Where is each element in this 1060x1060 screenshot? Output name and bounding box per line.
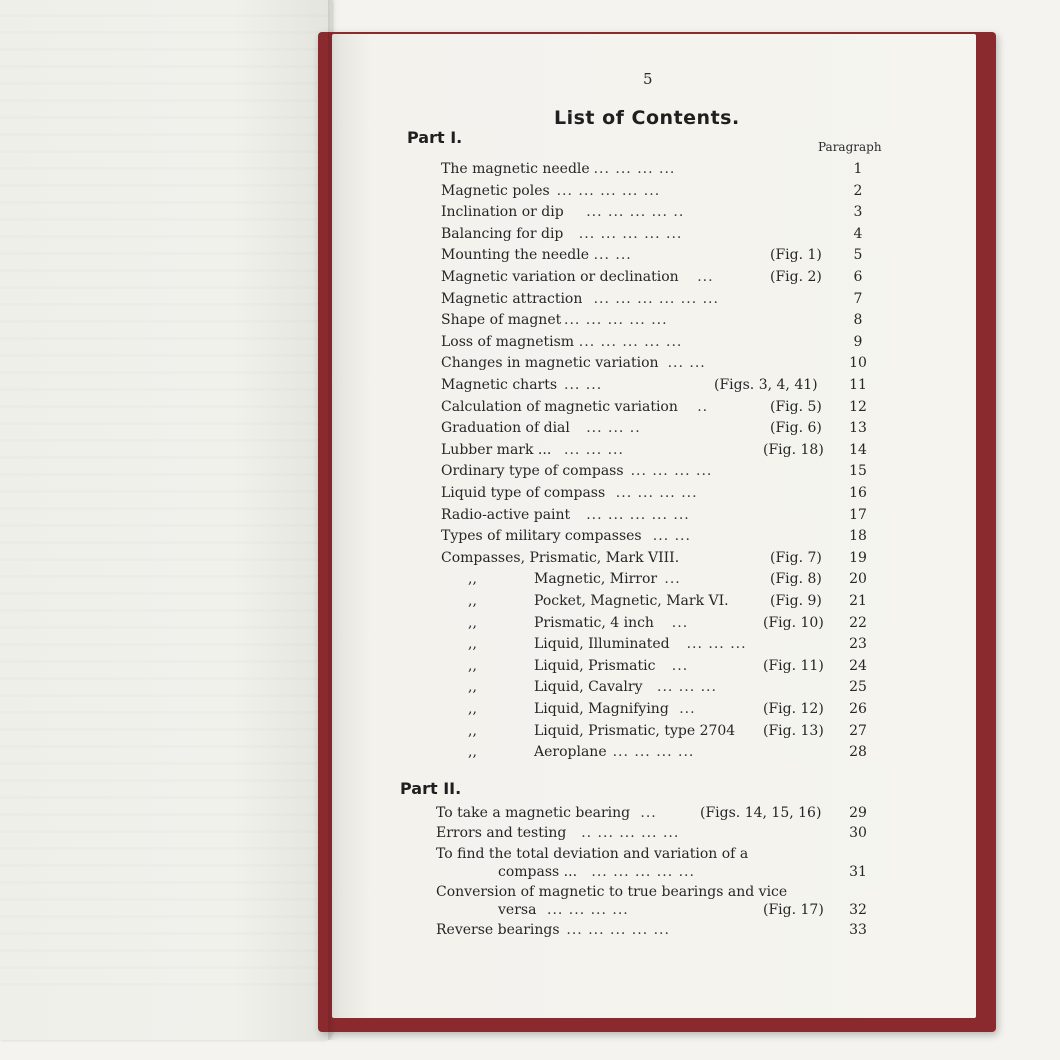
dot-leader: ... ... ... ... ... [591,863,695,880]
paragraph-number: 13 [849,420,867,437]
page-number: 5 [643,70,653,88]
dot-leader: ... ... .. [586,420,641,437]
paragraph-number: 20 [849,571,867,588]
dot-leader: ... ... ... [686,636,747,653]
paragraph-number: 33 [849,922,867,939]
contents-entry [0,309,900,331]
paragraph-number: 17 [849,506,867,523]
contents-entry [0,482,900,504]
entry-title: The magnetic needle [441,161,590,177]
paragraph-number: 15 [849,463,867,480]
dot-leader: ... ... ... [657,679,717,696]
entry-title: Magnetic variation or declination [441,269,679,285]
paragraph-number: 1 [853,161,863,177]
paragraph-number: 10 [849,355,867,372]
entry-title: Balancing for dip [441,225,564,242]
paragraph-number: 32 [849,901,867,918]
entry-title: Ordinary type of compass [441,463,624,480]
paragraph-number: 25 [849,679,867,696]
paragraph-number: 7 [853,290,863,307]
paragraph-number: 14 [849,441,867,458]
page-title: List of Contents. [554,107,740,129]
contents-entry [0,590,900,612]
entry-title: versa [498,901,537,918]
figure-reference: (Figs. 3, 4, 41) [714,377,818,393]
contents-entry [0,612,900,634]
dot-leader: ... ... ... [564,441,624,458]
paragraph-number: 4 [853,225,863,242]
dot-leader: ... ... ... ... ... [564,312,668,329]
contents-entry [0,741,900,763]
contents-entry [0,676,900,698]
entry-title: Liquid type of compass [441,485,606,501]
dot-leader: ... ... [564,377,603,393]
paragraph-number: 28 [849,744,867,761]
paragraph-number: 26 [849,701,867,717]
dot-leader: ... ... ... ... ... [556,182,661,199]
paragraph-number: 9 [853,333,863,350]
entry-title: Conversion of magnetic to true bearings and vice [436,883,788,900]
part-heading: Part I. [407,128,463,147]
entry-title: Inclination or dip [441,204,564,221]
dot-leader: ... ... ... ... ... [566,922,670,939]
contents-entry [0,396,900,418]
paragraph-number: 22 [849,614,867,631]
paragraph-number: 29 [849,805,867,821]
figure-reference: (Fig. 9) [770,593,822,609]
entry-title: Radio-active paint [441,506,571,523]
contents-entry [0,331,900,353]
contents-entry [0,802,900,824]
paragraph-number: 27 [849,722,867,739]
dot-leader: ... ... ... ... ... [578,225,683,242]
ditto-mark: ,, [468,701,477,717]
paragraph-number: 12 [849,398,867,415]
entry-title: Mounting the needle [441,247,590,264]
contents-entry [0,158,900,180]
ditto-mark: ,, [468,744,477,761]
entry-title: Magnetic attraction [441,290,583,307]
ditto-mark: ,, [468,657,477,674]
dot-leader: ... [671,614,689,631]
entry-title: To take a magnetic bearing [436,805,631,821]
contents-entry [0,698,900,720]
contents-entry [0,568,900,590]
figure-reference: (Fig. 10) [763,614,824,631]
dot-leader: ... ... ... ... [630,463,713,480]
ditto-mark: ,, [468,722,477,739]
ditto-mark: ,, [468,636,477,653]
entry-title: Magnetic, Mirror [534,571,658,588]
contents-entry [0,633,900,655]
dot-leader: ... [640,805,657,821]
figure-reference: (Fig. 11) [763,657,824,674]
entry-title: Aeroplane [534,744,607,761]
entry-title: compass ... [498,863,578,880]
entry-title: Compasses, Prismatic, Mark VIII. [441,549,680,566]
contents-entry [0,655,900,677]
contents-entry [0,720,900,742]
figure-reference: (Fig. 12) [763,701,824,717]
contents-entry [0,266,900,288]
paragraph-number: 16 [849,485,867,501]
dot-leader: ... ... ... ... .. [586,204,685,221]
paragraph-column-header: Paragraph [818,140,882,154]
dot-leader: ... ... [652,528,691,545]
ditto-mark: ,, [468,614,477,631]
entry-title: Lubber mark ... [441,441,552,458]
entry-title: Shape of magnet [441,312,562,329]
dot-leader: .. [697,398,709,415]
paragraph-number: 3 [853,204,863,221]
paragraph-number: 2 [853,182,863,199]
dot-leader: ... ... ... ... ... [586,506,690,523]
contents-entry [0,180,900,202]
paragraph-number: 31 [849,863,867,880]
entry-title: Calculation of magnetic variation [441,398,678,415]
entry-title: Liquid, Prismatic, type 2704 [534,722,736,739]
entry-title: Liquid, Cavalry [534,679,643,696]
contents-entry [0,417,900,439]
contents-entry [0,244,900,266]
paragraph-number: 30 [849,825,867,842]
figure-reference: (Fig. 2) [770,269,822,285]
contents-entry [0,899,900,921]
contents-entry [0,504,900,526]
contents-entry [0,547,900,569]
dot-leader: ... ... ... ... [612,744,695,761]
dot-leader: ... ... [667,355,706,372]
ditto-mark: ,, [468,571,477,588]
ditto-mark: ,, [468,679,477,696]
paragraph-number: 24 [849,657,867,674]
contents-entry [0,223,900,245]
dot-leader: ... ... ... ... [547,901,629,918]
contents-entry [0,352,900,374]
paragraph-number: 23 [849,636,867,653]
contents-entry [0,861,900,883]
contents-entry [0,439,900,461]
dot-leader: ... ... ... ... [615,485,698,501]
figure-reference: (Fig. 1) [770,247,822,264]
figure-reference: (Fig. 8) [770,571,822,588]
dot-leader: ... ... [593,247,632,264]
entry-title: Changes in magnetic variation [441,355,659,372]
contents-entry [0,460,900,482]
entry-title: Liquid, Prismatic [534,657,656,674]
contents-entry [0,288,900,310]
dot-leader: ... [679,701,696,717]
part-heading: Part II. [400,779,462,798]
entry-title: Liquid, Illuminated [534,636,670,653]
entry-title: Reverse bearings [436,922,560,939]
entry-title: Loss of magnetism [441,333,575,350]
dot-leader: ... ... ... ... [593,161,676,177]
figure-reference: (Figs. 14, 15, 16) [700,805,822,821]
entry-title: Graduation of dial [441,420,570,437]
paragraph-number: 11 [849,377,867,393]
contents-entry [0,525,900,547]
entry-title: Errors and testing [436,825,567,842]
paragraph-number: 19 [849,549,867,566]
entry-title: Magnetic charts [441,377,558,393]
paragraph-number: 18 [849,528,867,545]
entry-title: Types of military compasses [441,528,642,545]
dot-leader: ... [664,571,681,588]
paragraph-number: 5 [853,247,863,264]
paragraph-number: 21 [849,593,867,609]
paragraph-number: 6 [853,269,863,285]
dot-leader: ... ... ... ... ... ... [593,290,719,307]
figure-reference: (Fig. 13) [763,722,824,739]
entry-title: Liquid, Magnifying [534,701,669,717]
figure-reference: (Fig. 17) [763,901,824,918]
dot-leader: ... [671,657,689,674]
entry-title: Prismatic, 4 inch [534,614,654,631]
contents-entry [0,822,900,844]
entry-title: Magnetic poles [441,182,550,199]
figure-reference: (Fig. 6) [770,420,822,437]
figure-reference: (Fig. 5) [770,398,822,415]
ditto-mark: ,, [468,593,477,609]
paragraph-number: 8 [853,312,863,329]
figure-reference: (Fig. 18) [763,441,824,458]
contents-entry [0,919,900,941]
figure-reference: (Fig. 7) [770,549,822,566]
contents-entry [0,201,900,223]
entry-title: To find the total deviation and variation of a [436,845,749,862]
dot-leader: ... ... ... ... ... [578,333,683,350]
entry-title: Pocket, Magnetic, Mark VI. [534,593,729,609]
dot-leader: ... [697,269,714,285]
contents-entry [0,374,900,396]
dot-leader: .. ... ... ... ... [581,825,680,842]
